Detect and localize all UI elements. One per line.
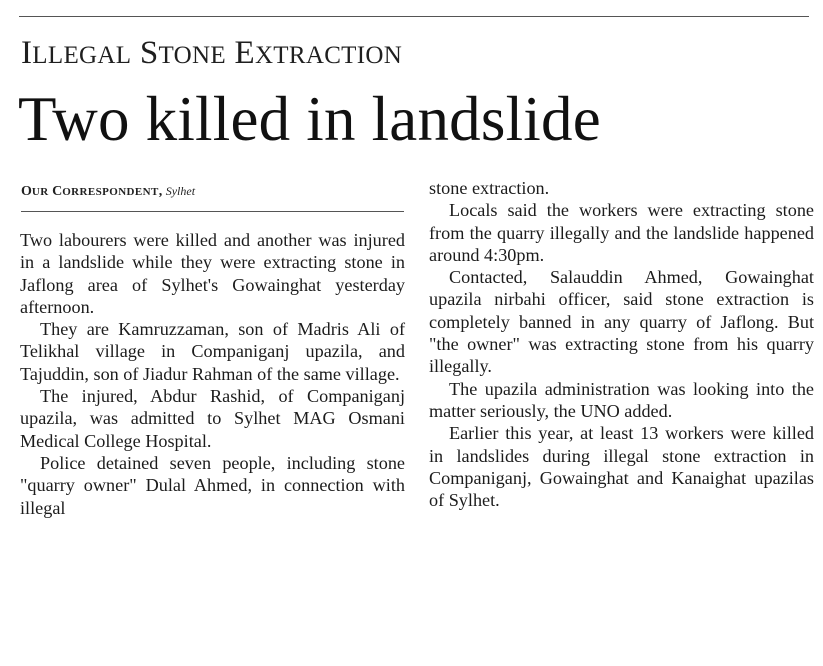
paragraph: Police detained seven people, including stone "quarry owner" Dulal Ahmed, in connection with illegal: [20, 452, 405, 518]
paragraph: stone extraction.: [429, 178, 550, 198]
kicker-initial: E: [234, 35, 255, 71]
article-column-1: [20, 229, 405, 519]
byline: [21, 184, 195, 200]
byline-rule: [21, 211, 404, 212]
byline-comma: ,: [158, 184, 163, 199]
section-kicker: [21, 35, 402, 72]
article-column-2: [429, 177, 814, 511]
kicker-initial: S: [139, 35, 159, 71]
paragraph: The injured, Abdur Rashid, of Companiganj upazila, was admitted to Sylhet MAG Osmani Medical College Hospital.: [20, 386, 405, 451]
paragraph: Contacted, Salauddin Ahmed, Gowainghat upazila nirbahi officer, said stone extraction is completely banned in any quarry of Jaflong. But "the owner" was extracting stone from his quarry illegally.: [429, 267, 814, 377]
byline-initial: C: [52, 184, 63, 199]
paragraph: They are Kamruzzaman, son of Madris Ali of Telikhal village in Companiganj upazila, and Tajuddin, son of Jiadur Rahman of the same village.: [20, 319, 405, 384]
byline-location: Sylhet: [165, 184, 196, 198]
byline-word: UR: [31, 186, 49, 198]
paragraph: Earlier this year, at least 13 workers were killed in landslides during illegal stone extraction in Companiganj, Gowainghat and Kanaighat upazilas of Sylhet.: [429, 423, 814, 511]
kicker-initial: I: [21, 35, 33, 71]
paragraph: Locals said the workers were extracting stone from the quarry illegally and the landslide happened around 4:30pm.: [429, 200, 814, 265]
paragraph: The upazila administration was looking into the matter seriously, the UNO added.: [429, 378, 814, 421]
kicker-word: XTRACTION: [254, 42, 403, 69]
byline-word: ORRESPONDENT: [62, 186, 159, 198]
top-rule: [19, 16, 809, 17]
kicker-word: LLEGAL: [32, 42, 132, 69]
paragraph: Two labourers were killed and another was injured in a landslide while they were extracting stone in Jaflong area of Sylhet's Gowainghat yesterday afternoon.: [20, 230, 405, 317]
kicker-word: TONE: [158, 42, 226, 69]
headline: Two killed in landslide: [18, 84, 601, 154]
byline-initial: O: [21, 184, 32, 199]
